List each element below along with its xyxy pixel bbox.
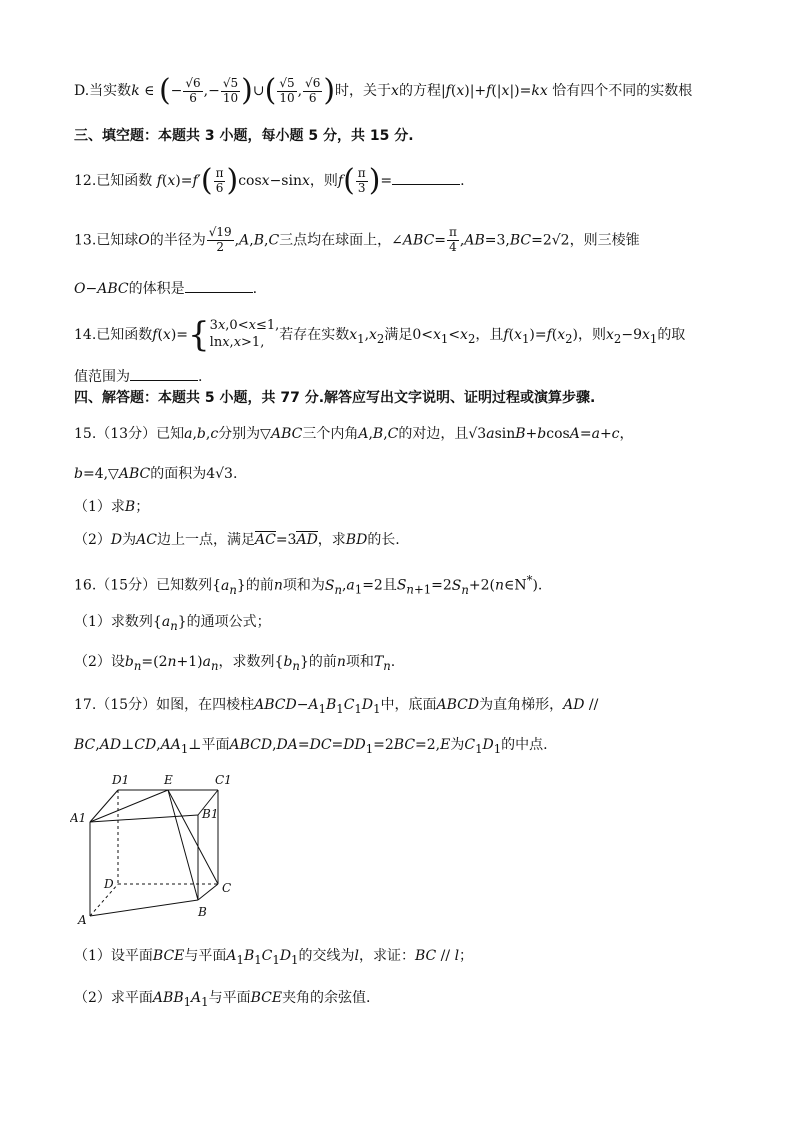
label-d: D [104,877,114,891]
option-d-prefix: D.当实数 [74,83,132,99]
q13-mid: 的半径为 [149,232,206,249]
q12-prefix: 12.已知函数 [74,173,153,189]
q14-text4: ，则 [578,327,607,343]
q17-text2: 为直角梯形， [479,697,564,713]
q17-text: 中，底面 [380,697,437,713]
q16-sub2-text: ，求数列 [218,654,275,670]
q17-sub2-text: 与平面 [208,990,251,1006]
question-17-sub1: （1）设平面BCE与平面$A_1B_1C_1D_1$的交线为l，求证：BC // l； [74,948,474,967]
q14-text2: 满足 [384,327,413,343]
section3-title: 三、填空题：本题共 3 小题，每小题 5 分，共 15 分. [74,128,414,144]
question-17-sub2: （2）求平面$ABB_1A_1$与平面BCE夹角的余弦值. [74,990,371,1009]
q17-sub1-text2: 的交线为 [298,948,355,964]
q16-sub1-prefix: （1）求数列 [74,614,153,630]
question-17-line2: $BC,AD\perp CD,AA_1\perp$平面$ABCD,DA=DC=DD_1=2BC=2,E$为$C_1D_1$的中点. [74,737,548,756]
q14-line2: 值范围为 [74,369,130,385]
q14-text: 若存在实数 [279,327,350,343]
q16-sub2-text2: 的前 [308,654,337,670]
q15-prefix: 15.（13分）已知 [74,426,185,442]
q14-text3: ，且 [475,327,504,343]
q15-line2-tail: 的面积为 [150,466,207,482]
q17-sub2-prefix: （2）求平面 [74,990,153,1006]
question-15: 15.（13分）已知a,b,c分别为▽ABC三个内角A,B,C的对边，且√3asinB+bcosA=a+c， [74,426,634,442]
q17-sub2-text2: 夹角的余弦值. [282,990,371,1006]
question-14-line2: 值范围为 . [74,366,202,386]
label-a1: A1 [70,811,87,825]
q16-sub2-prefix: （2）设 [74,654,125,670]
q14-prefix: 14.已知函数 [74,327,153,343]
prism-figure [70,770,240,930]
q15-text3: 的对边，且 [398,426,469,442]
q12-mid: ，则 [309,173,338,189]
q16-sub1-suffix: 的通项公式； [186,614,271,630]
q15-sub2-prefix: （2） [74,532,111,548]
option-d-equation-label: 的方程 [398,83,441,99]
q15-text2: 三个内角 [302,426,359,442]
question-13: 13.已知球O的半径为 $\frac{√19}{2}$ ,A,B,C三点均在球面上，∠ABC= $\frac{\pi}{4}$ ,AB=3,BC=2√2，则三棱锥 [74,225,640,254]
q16-prefix: 16.（15分）已知数列 [74,577,213,594]
q12-answer-blank[interactable] [392,170,460,185]
question-16-sub1: （1）求数列$\{a_n\}$的通项公式； [74,614,271,633]
q13-text: 三点均在球面上， [279,232,392,249]
q13-line2: 的体积是 [128,281,185,297]
q15-text: 分别为 [218,426,261,442]
q13-tail: ，则三棱锥 [569,232,640,249]
q15-sub2-text3: ，求 [317,532,346,548]
label-b: B [198,905,207,919]
label-e: E [164,773,173,787]
question-16: 16.（15分）已知数列$\{a_n\}$的前n项和为$S_n,a_1=2$且$S_{n+1}=2S_n+2(n\in N^*)$. [74,573,543,597]
q14-answer-blank[interactable] [130,366,198,381]
question-16-sub2: （2）设$b_n=(2n+1)a_n$，求数列$\{b_n\}$的前n项和$T_n$. [74,654,396,673]
label-b1: B1 [202,807,219,821]
question-15-line2: b=4,▽ABC的面积为4√3. [74,466,238,482]
q17-line2-end: 的中点. [501,737,548,753]
q15-sub1: （1）求 [74,499,125,515]
q16-text3: 且 [382,577,397,594]
q17-prefix: 17.（15分）如图，在四棱柱 [74,697,255,713]
question-17: 17.（15分）如图，在四棱柱$ABCD-A_1B_1C_1D_1$中，底面ABCD为直角梯形，AD // [74,697,599,716]
q17-line2-text: 为 [450,737,465,753]
q16-sub2-text3: 项和 [345,654,374,670]
label-c1: C1 [215,773,232,787]
q16-text2: 项和为 [282,577,325,594]
option-d-suffix: 时，关于 [335,83,392,99]
q16-text: 的前 [245,577,274,594]
label-d1: D1 [112,773,130,787]
q15-sub2-text4: 的长. [367,532,400,548]
q17-sub1-prefix: （1）设平面 [74,948,153,964]
q13-prefix: 13.已知球 [74,232,139,249]
q17-sub1-text3: ，求证： [358,948,415,964]
question-13-line2: O−ABC的体积是 . [74,278,257,298]
q15-sub2-text2: 边上一点，满足 [156,532,255,548]
label-a: A [78,913,87,927]
q14-text5: 的取 [657,327,686,343]
q13-answer-blank[interactable] [185,278,253,293]
question-14: 14.已知函数f(x)={ 3x,0<x≤1, lnx,x>1, 若存在实数$x_1,x_2$满足$0<x_1<x_2$，且$f(x_1)=f(x_2)$，则$x_2-9x_1$的取 [74,315,686,355]
q15-sub2-text: 为 [122,532,137,548]
question-12: 12.已知函数 f(x)=f′( $\frac{\pi}{6}$ )cosx−sinx，则f( $\frac{\pi}{3}$ )= . [74,163,465,198]
question-15-sub2: （2）D为AC边上一点，满足AC=3AD，求BD的长. [74,532,400,548]
q17-sub1-text: 与平面 [184,948,227,964]
question-15-sub1: （1）求B； [74,499,150,515]
q12-end: = [380,173,393,189]
option-d-end: 恰有四个不同的实数根 [552,83,693,99]
label-c: C [222,881,232,895]
option-d-line: D.当实数k ∈ (− $\frac{√6}{6}$ ,− $\frac{√5}{10}$ )∪( $\frac{√5}{10}$ , $\frac{√6}{6}$ )时，关于x的方程|f(x)|+f(|x|)=kx 恰有四个不同的实数根 [74,73,693,108]
section4-title: 四、解答题：本题共 5 小题，共 77 分.解答应写出文字说明、证明过程或演算步骤. [74,390,596,406]
